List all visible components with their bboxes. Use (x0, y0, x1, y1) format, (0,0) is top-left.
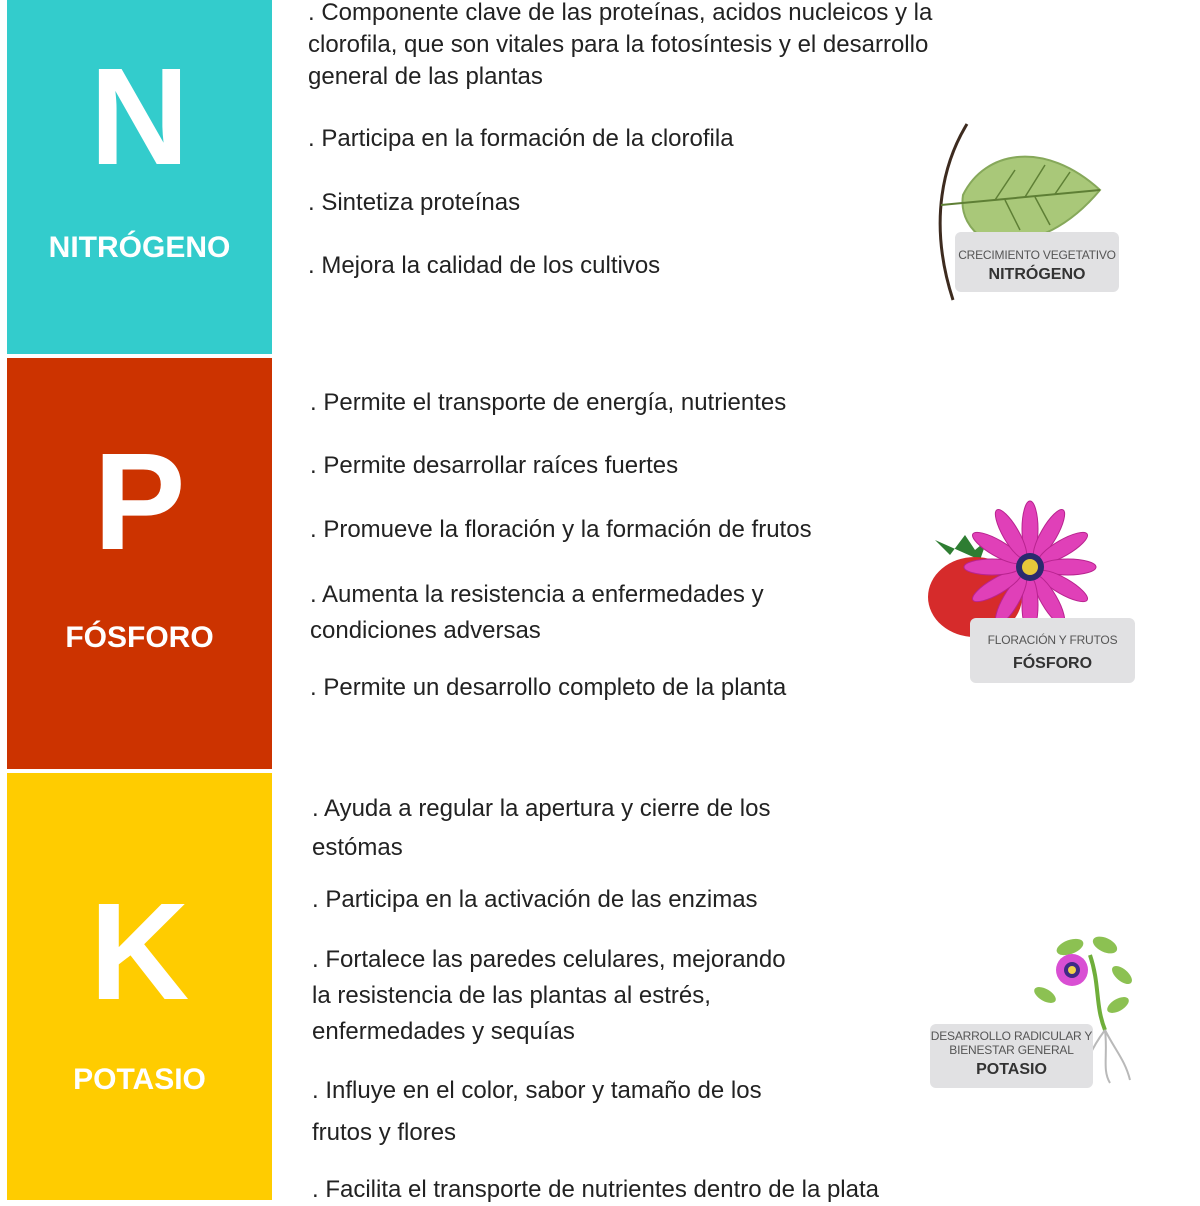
bullet-item: . Participa en la formación de la clorofila (308, 125, 734, 152)
phosphorus-badge (970, 618, 1135, 683)
bullet-item: . Fortalece las paredes celulares, mejorando la resistencia de las plantas al estrés, enfermedades y sequías (312, 946, 786, 1045)
bullet-item: . Sintetiza proteínas (308, 189, 521, 216)
nitrogen-badge (955, 232, 1119, 292)
bullet-item: . Permite un desarrollo completo de la planta (310, 674, 787, 701)
phosphorus-letter: P (93, 425, 186, 579)
potassium-letter: K (89, 875, 190, 1029)
bullet-item: . Mejora la calidad de los cultivos (308, 252, 661, 279)
bullet-item: . Componente clave de las proteínas, acidos nucleicos y la clorofila, que son vitales para la fotosíntesis y el desarrollo general de las plantas (308, 0, 933, 90)
badge-title: FÓSFORO (1012, 655, 1093, 672)
nitrogen-title: NITRÓGENO (48, 231, 231, 264)
bullet-item: . Participa en la activación de las enzimas (312, 886, 758, 913)
bullet-item: . Permite desarrollar raíces fuertes (310, 452, 679, 479)
bullet-item: . Ayuda a regular la apertura y cierre de los estómas (312, 795, 771, 861)
phosphorus-title: FÓSFORO (65, 621, 214, 654)
bullet-item: . Aumenta la resistencia a enfermedades y condiciones adversas (310, 581, 764, 644)
potassium-badge (930, 1024, 1093, 1088)
potassium-panel (7, 773, 272, 1200)
nitrogen-letter: N (89, 40, 190, 194)
badge-title: NITRÓGENO (988, 266, 1086, 283)
bullet-item: . Promueve la floración y la formación de frutos (310, 516, 812, 543)
bullet-item: . Facilita el transporte de nutrientes dentro de la plata (312, 1176, 879, 1203)
nitrogen-panel (7, 0, 272, 354)
badge-subtitle: DESARROLLO RADICULAR Y BIENESTAR GENERAL (930, 1029, 1093, 1057)
badge-subtitle: CRECIMIENTO VEGETATIVO (958, 248, 1116, 262)
phosphorus-panel (7, 358, 272, 769)
potassium-title: POTASIO (73, 1063, 206, 1096)
badge-title: POTASIO (976, 1061, 1047, 1078)
badge-subtitle: FLORACIÓN Y FRUTOS (987, 633, 1118, 647)
bullet-item: . Influye en el color, sabor y tamaño de los frutos y flores (312, 1077, 762, 1146)
bullet-item: . Permite el transporte de energía, nutrientes (310, 389, 787, 416)
